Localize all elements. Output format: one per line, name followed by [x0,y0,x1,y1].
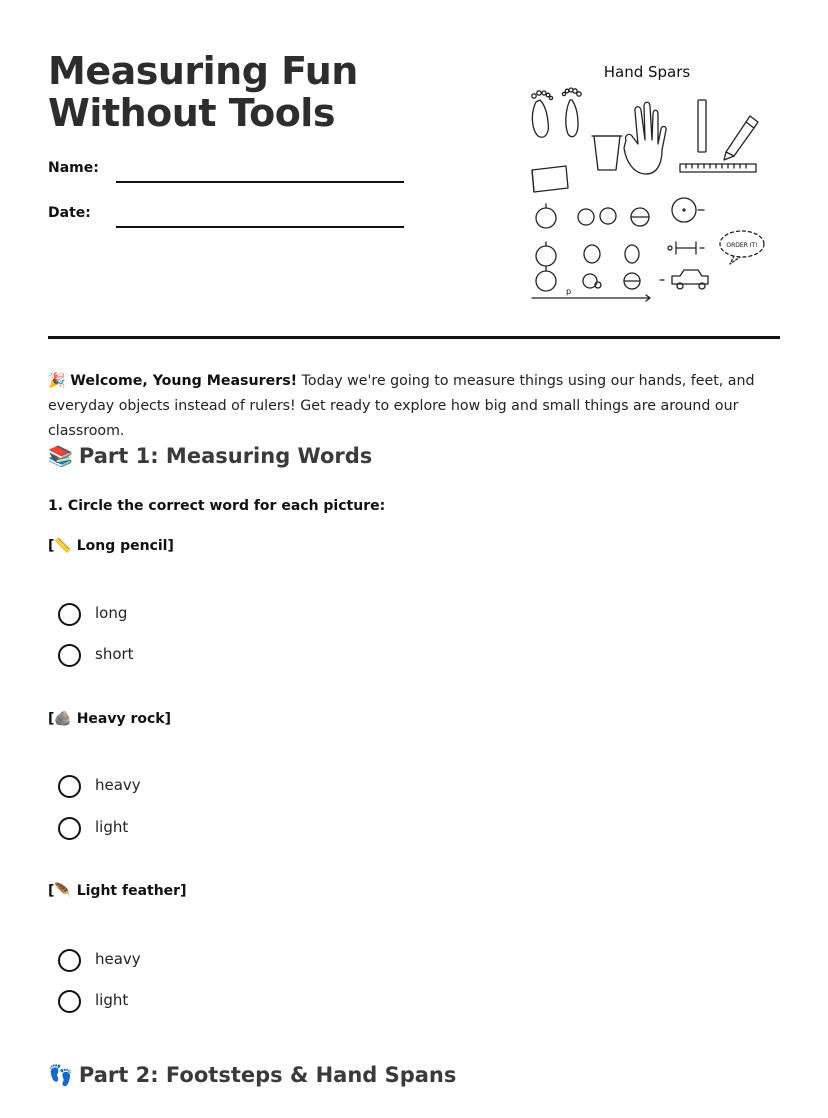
pencil-icon [724,116,758,160]
intro-welcome: Welcome, Young Measurers! [70,373,298,389]
radio-heavy[interactable] [58,775,81,798]
radio-light[interactable] [58,990,81,1013]
fruit-row-2-icon [536,242,704,266]
intro-paragraph [48,369,784,444]
page-title: Measuring Fun Without Tools [48,49,358,135]
radio-long[interactable] [58,603,81,626]
picture-heavy-rock: [🪨 Heavy rock] [48,711,172,727]
option-label: light [95,991,129,1009]
fruit-row-3-icon [536,267,640,296]
part2-title: Part 2: Footsteps & Hand Spans [78,1063,457,1087]
footprints-emoji-icon: 👣 [48,1063,73,1087]
clipart-caption: Hand Spars [603,63,691,81]
radio-light[interactable] [58,817,81,840]
book-icon [532,166,568,192]
picture-light-feather: [🪶 Light feather] [48,883,187,899]
radio-short[interactable] [58,644,81,667]
name-label: Name: [48,160,99,176]
car-icon [660,270,708,289]
ruler-icon [680,100,756,172]
order-bubble-icon [720,231,764,264]
fruit-row-1-icon [536,198,704,228]
name-writing-line[interactable] [116,181,404,183]
date-label: Date: [48,205,91,221]
option-label: long [95,604,128,622]
intro-text: Today we're going to measure things using our hands, feet, and everyday objects instead of rulers! Get ready to explore how big and small things are around our classroom. [48,373,755,439]
part1-title: Part 1: Measuring Words [78,444,373,468]
party-icon: 🎉 [48,373,66,389]
part1-heading [48,444,372,468]
option-label: short [95,645,134,663]
picture-long-pencil: [📏 Long pencil] [48,538,174,554]
part2-heading [48,1063,456,1087]
date-writing-line[interactable] [116,226,404,228]
books-icon: 📚 [48,444,73,468]
arrow-line-icon [532,295,650,301]
option-label: heavy [95,950,141,968]
option-label: light [95,818,129,836]
measuring-clipart [520,52,776,306]
header-divider [48,336,780,339]
option-label: heavy [95,776,141,794]
cup-icon [592,136,622,170]
radio-heavy[interactable] [58,949,81,972]
name-field [48,160,408,184]
svg-text:p: p [566,287,572,296]
order-bubble-text: ORDER IT! [726,242,758,249]
hand-icon [624,102,666,174]
date-field [48,205,408,229]
question-1: 1. Circle the correct word for each picture: [48,498,386,514]
footprints-icon [532,88,581,137]
